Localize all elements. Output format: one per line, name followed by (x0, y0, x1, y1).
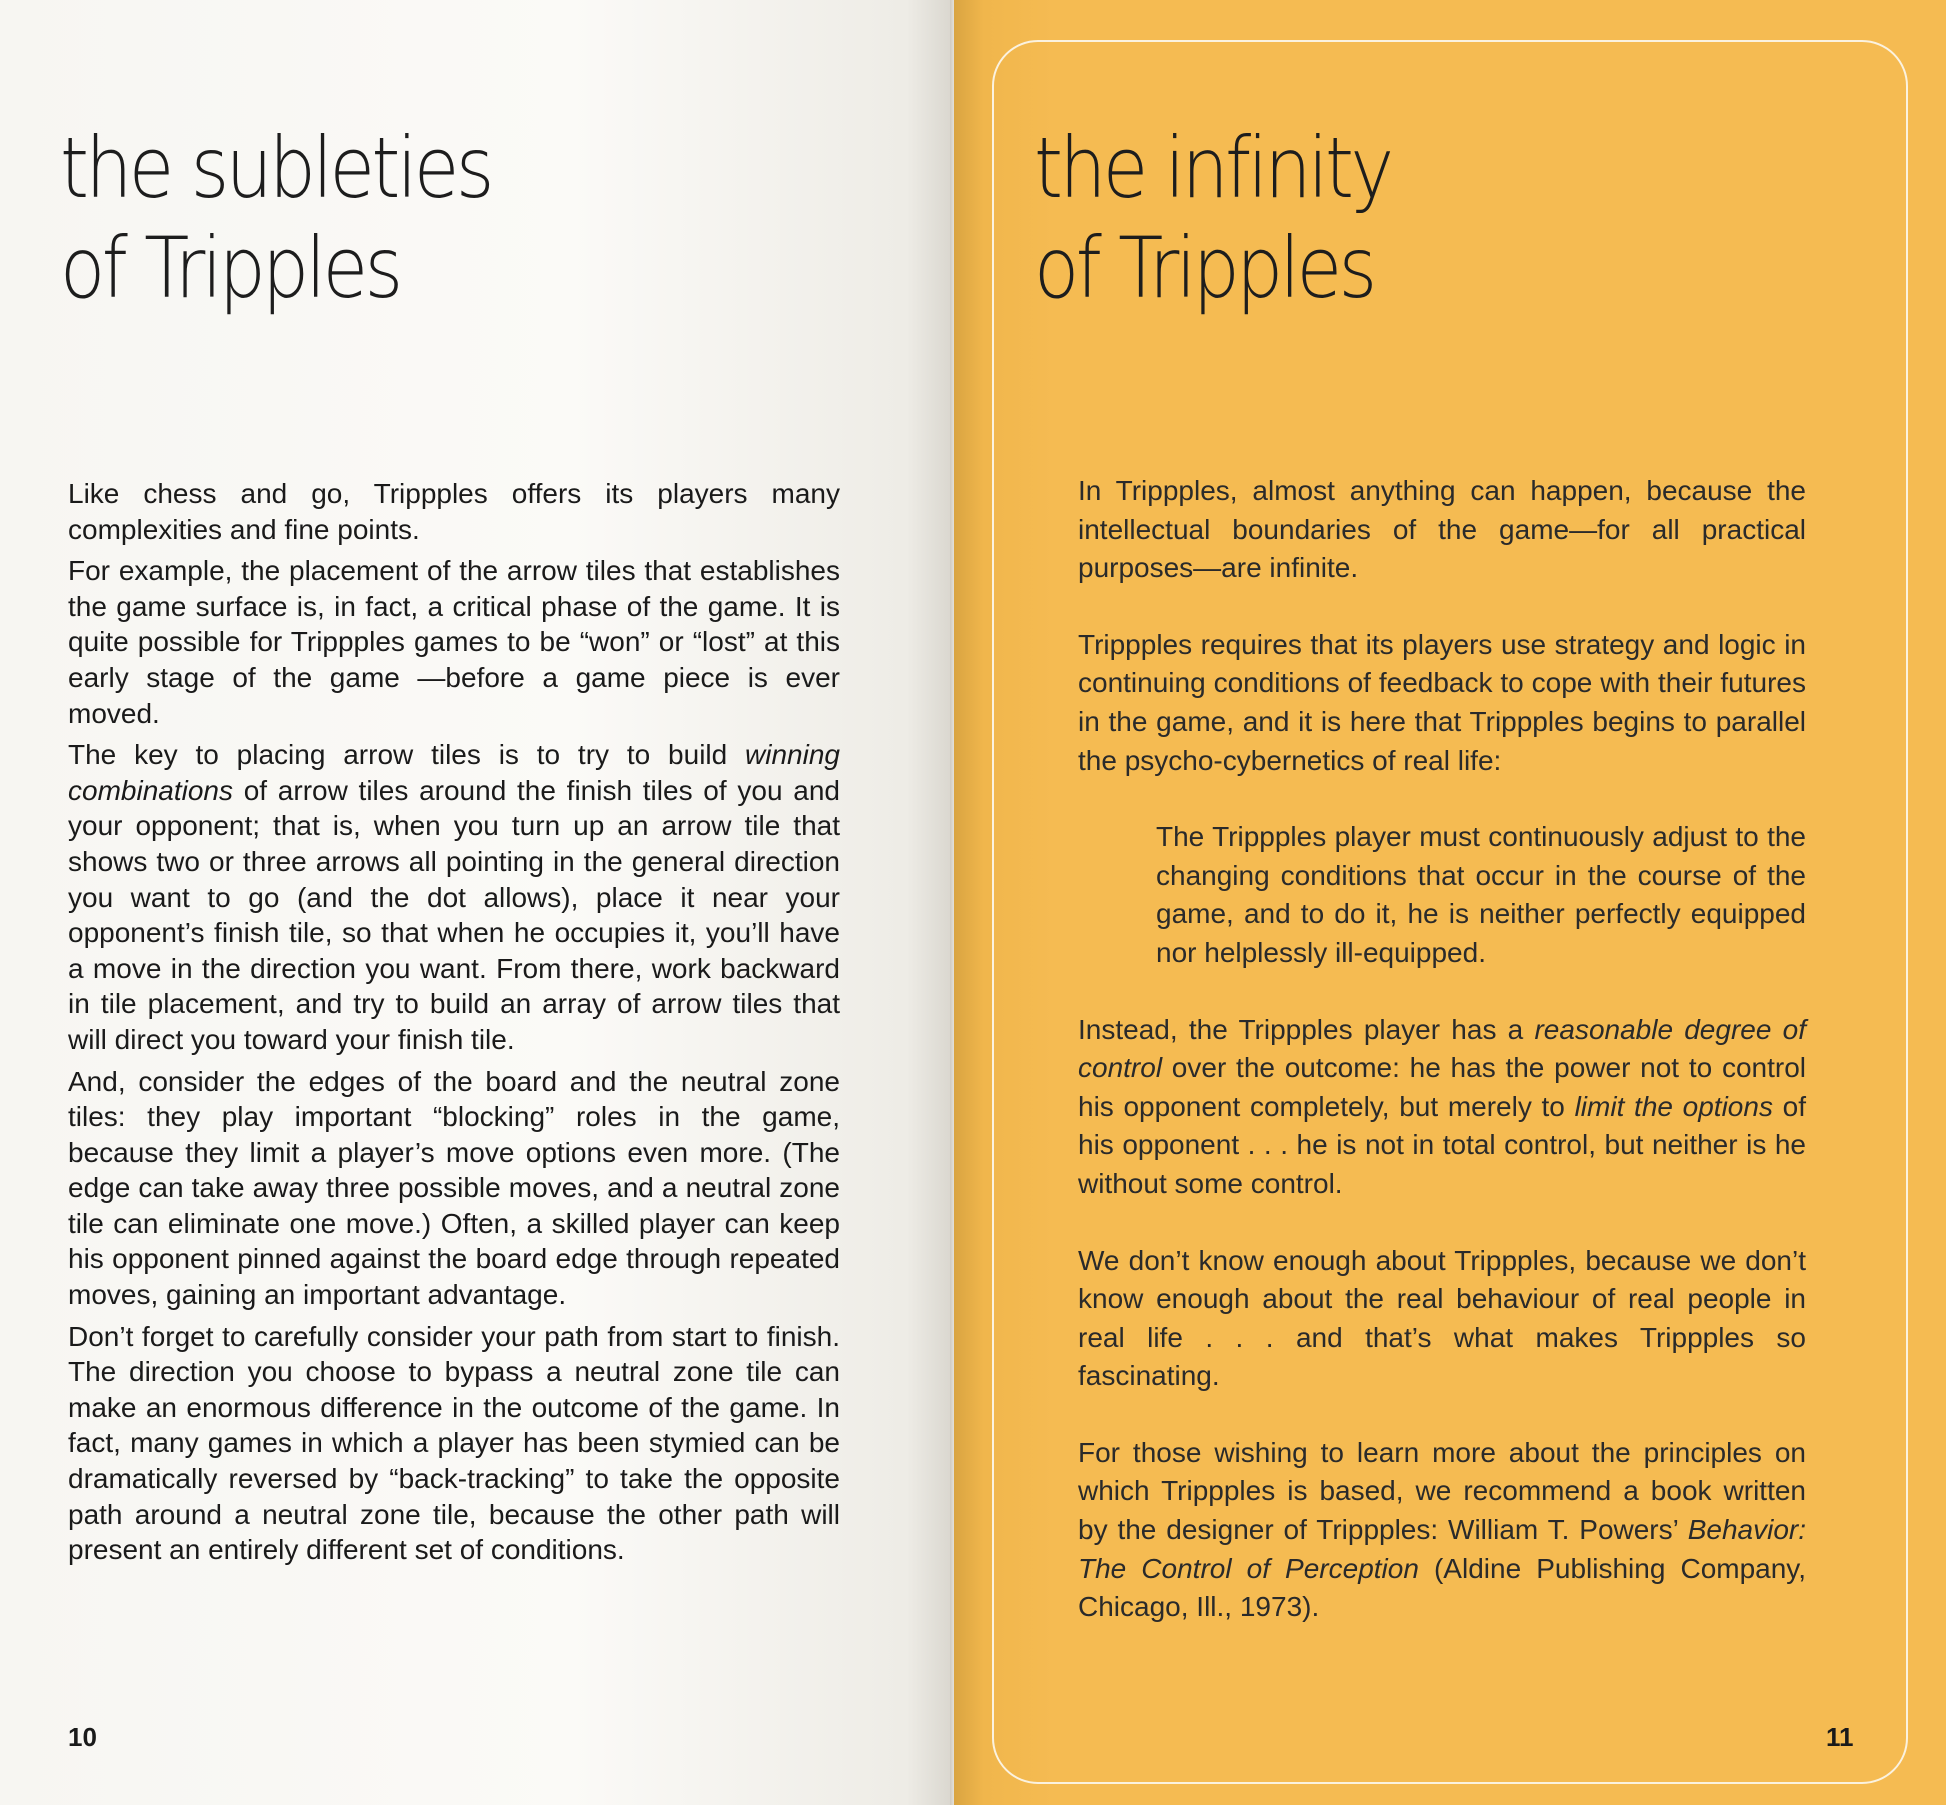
right-paragraph-2: Trippples requires that its players use strategy and logic in continuing conditions of feedback to cope with their futures in the game, and it is here that Trippples begins to parallel the psycho-cybernetics of real life: (1078, 628, 1806, 776)
left-paragraph-4: And, consider the edges of the board and the neutral zone tiles: they play important “blocking” roles in the game, because they limit a player’s move options even more. (The edge can take away three possible moves, and a neutral zone tile can eliminate one move.) Often, a skilled player can keep his opponent pinned against the board edge through repeated moves, gaining an important advantage. (68, 1065, 840, 1311)
right-paragraph-6: For those wishing to learn more about the principles on which Trippples is based, we recommend a book written by the designer of Trippples: William T. Powers’ Behavior: The Control of Perception (Aldine Publishing Company, Chicago, Ill., 1973). (1078, 1436, 1807, 1623)
right-title-line-1: the infinity (1034, 119, 1391, 217)
left-title-line-2: of Tripples (60, 219, 400, 317)
left-page (0, 0, 954, 1805)
left-paragraph-5: Don’t forget to carefully consider your path from start to finish. The direction you choose to bypass a neutral zone tile can make an enormous difference in the outcome of the game. In fact, many games in which a player has been stymied can be dramatically reversed by “back-tracking” to take the opposite path around a neutral zone tile, because the other path will present an entirely different set of conditions. (68, 1320, 840, 1566)
right-body-text (1078, 472, 1806, 1665)
page-number-left: 10 (68, 1722, 97, 1752)
right-page (954, 0, 1946, 1805)
emphasis-limit-options: limit the options (1574, 1090, 1773, 1122)
emphasis-reasonable-degree: reasonable degree of control (1078, 1013, 1806, 1084)
left-title-line-1: the subleties (60, 119, 491, 217)
left-page-title (60, 118, 491, 318)
page-number-right: 11 (1826, 1722, 1854, 1752)
left-body-text (68, 476, 840, 1574)
emphasis-book-title: Behavior: The Control of Perception (1078, 1514, 1806, 1584)
right-paragraph-1: In Trippples, almost anything can happen, because the intellectual boundaries of the game—for all practical purposes—are infinite. (1078, 475, 1806, 584)
emphasis-winning-combinations: winning combinations (68, 739, 840, 806)
right-page-title (1034, 118, 1391, 318)
left-paragraph-2: For example, the placement of the arrow tiles that establishes the game surface is, in fact, a critical phase of the game. It is quite possible for Trippples games to be “won” or “lost” at this early stage of the game —before a game piece is ever moved. (68, 555, 840, 729)
right-paragraph-4: Instead, the Trippples player has a reasonable degree of control over the outcome: he has the power not to control his opponent completely, but merely to limit the options of his opponent . . . he is not in total control, but neither is he without some control. (1078, 1013, 1806, 1199)
left-paragraph-3: The key to placing arrow tiles is to try to build winning combinations of arrow tiles around the finish tiles of you and your opponent; that is, when you turn up an arrow tile that shows two or three arrows all pointing in the general direction you want to go (and the dot allows), place it near your opponent’s finish tile, so that when he occupies it, you’ll have a move in the direction you want. From there, work backward in tile placement, and try to build an array of arrow tiles that will direct you toward your finish tile. (68, 739, 840, 1055)
right-title-line-2: of Tripples (1034, 219, 1374, 317)
right-quote-paragraph: The Trippples player must continuously adjust to the changing conditions that occur in the course of the game, and to do it, he is neither perfectly equipped nor helplessly ill-equipped. (1156, 821, 1806, 968)
right-paragraph-5: We don’t know enough about Trippples, because we don’t know enough about the real behaviour of real people in real life . . . and that’s what makes Trippples so fascinating. (1078, 1244, 1806, 1392)
left-paragraph-1: Like chess and go, Trippples offers its players many complexities and fine points. (68, 478, 840, 545)
